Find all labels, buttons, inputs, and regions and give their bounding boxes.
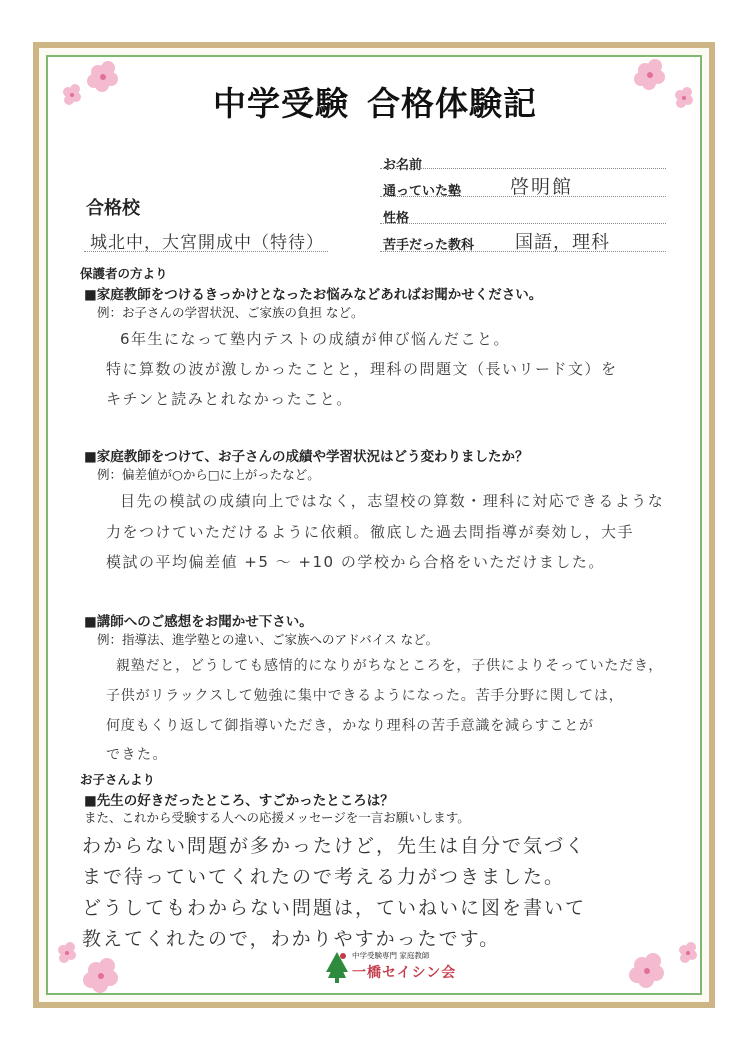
tree-icon <box>324 950 350 984</box>
question-1-example: 例：お子さんの学習状況、ご家族の負担 など。 <box>97 305 364 320</box>
weak-subject-label: 苦手だった教科 <box>383 238 475 253</box>
answer-line: 6年生になって塾内テストの成績が伸び悩んだこと。 <box>120 330 510 348</box>
logo-name: 一橋セイシン会 <box>352 965 457 981</box>
answer-line: 子供がリラックスして勉強に集中できるようになった。苦手分野に関しては， <box>106 688 624 704</box>
personality-label: 性格 <box>383 211 410 226</box>
answer-line: 親塾だと，どうしても感情的になりがちなところを，子供によりそっていただき， <box>116 658 664 674</box>
parent-heading: 保護者の方より <box>80 266 168 281</box>
question-3-example: 例：指導法、進学塾との違い、ご家族へのアドバイス など。 <box>97 632 439 647</box>
question-4-subtitle: また、これから受験する人への応援メッセージを一言お願いします。 <box>84 810 470 825</box>
name-label: お名前 <box>383 158 423 173</box>
company-logo <box>322 948 462 988</box>
question-1-title: ■家庭教師をつけるきっかけとなったお悩みなどあればお聞かせください。 <box>84 287 543 303</box>
answer-line: わからない問題が多かったけど，先生は自分で気づく <box>82 835 587 857</box>
question-4-title: ■先生の好きだったところ、すごかったところは？ <box>84 793 394 809</box>
weak-subject-value: 国語，理科 <box>515 232 610 253</box>
child-heading: お子さんより <box>80 772 156 787</box>
answer-line: キチンと読みとれなかったこと。 <box>106 390 353 408</box>
logo-tagline: 中学受験専門 家庭教師 <box>352 951 430 960</box>
flower-icon <box>612 930 702 1000</box>
page-title: 中学受験 合格体験記 <box>213 84 537 123</box>
question-2-title: ■家庭教師をつけて、お子さんの成績や学習状況はどう変わりましたか？ <box>84 449 529 465</box>
cram-school-label: 通っていた塾 <box>383 184 462 199</box>
divider <box>84 251 328 252</box>
divider <box>380 196 666 197</box>
question-3-title: ■講師へのご感想をお聞かせ下さい。 <box>84 614 313 630</box>
answer-line: できた。 <box>106 747 168 763</box>
answer-line: 模試の平均偏差値 +5 〜 +10 の学校から合格をいただけました。 <box>106 553 605 571</box>
passed-school-label: 合格校 <box>86 198 140 219</box>
answer-line: 何度もくり返して御指導いただき，かなり理科の苦手意識を減らすことが <box>106 718 594 734</box>
answer-line: 目先の模試の成績向上ではなく，志望校の算数・理科に対応できるような <box>120 492 665 510</box>
answer-line: どうしてもわからない問題は，ていねいに図を書いて <box>82 897 587 919</box>
divider <box>380 223 666 224</box>
answer-line: 力をつけていただけるように依頼。徹底した過去問指導が奏効し，大手 <box>106 523 635 541</box>
answer-line: 特に算数の波が激しかったことと，理科の問題文（長いリード文）を <box>106 360 618 378</box>
cram-school-value: 啓明館 <box>510 176 574 198</box>
answer-line: 教えてくれたので，わかりやすかったです。 <box>82 928 501 950</box>
question-2-example: 例：偏差値が○から□に上がったなど。 <box>97 467 320 482</box>
divider <box>380 251 666 252</box>
divider <box>380 168 666 169</box>
answer-line: まで待っていてくれたので考える力がつきました。 <box>82 866 566 888</box>
passed-school-value: 城北中，大宮開成中（特待） <box>90 233 324 253</box>
